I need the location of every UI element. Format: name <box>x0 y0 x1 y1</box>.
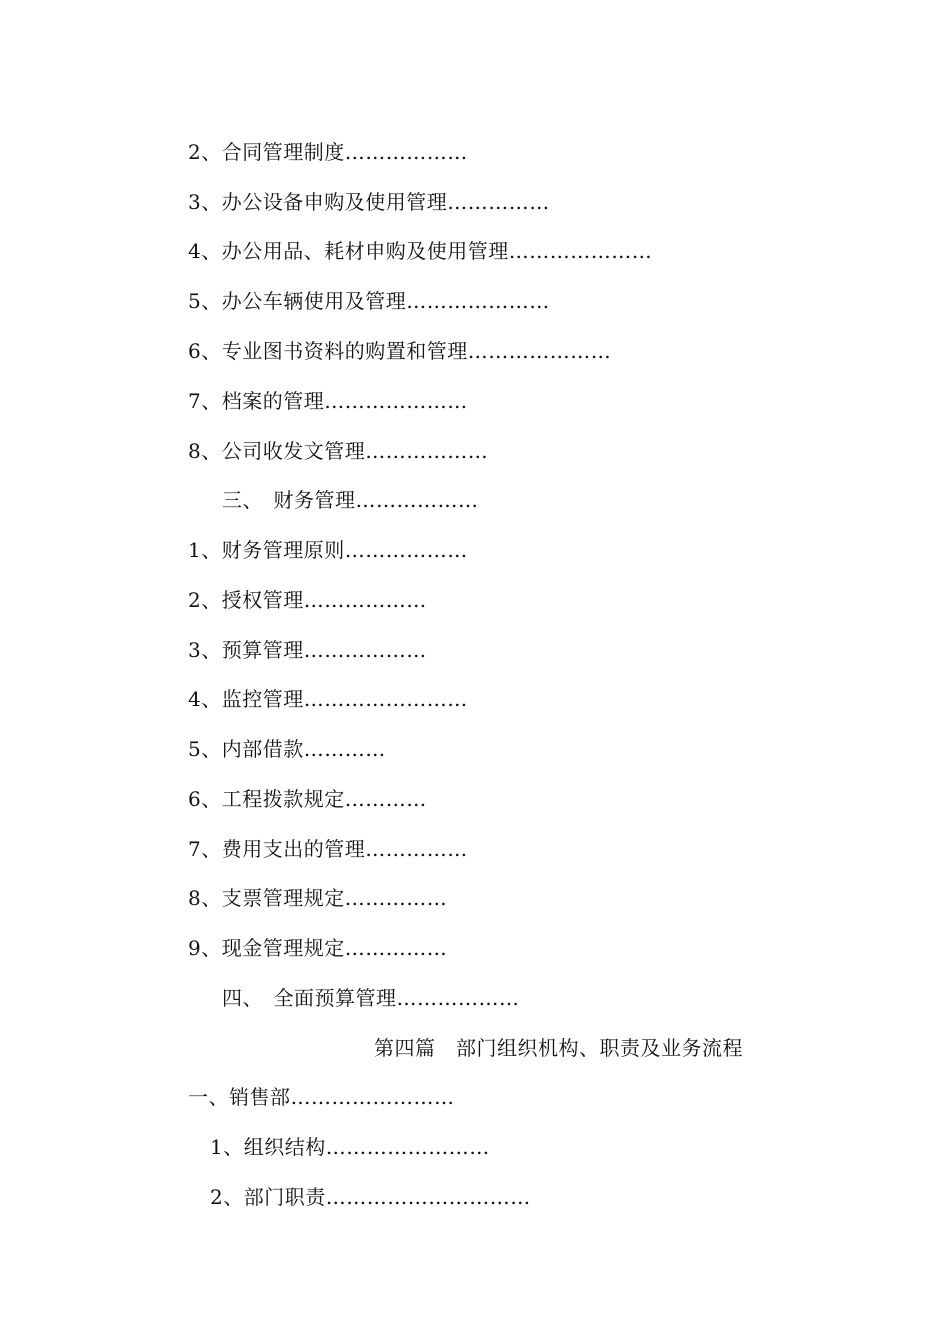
toc-entry-authorization: 2、授权管理……………… <box>188 588 427 612</box>
toc-entry-books-materials: 6、专业图书资料的购置和管理………………… <box>188 339 612 363</box>
toc-entry-internal-loans: 5、内部借款………… <box>188 737 386 761</box>
toc-section-budget: 四、 全面预算管理……………… <box>222 986 520 1010</box>
toc-entry-office-equipment: 3、办公设备申购及使用管理…………… <box>188 190 550 214</box>
toc-part-four-title: 第四篇 部门组织机构、职责及业务流程 <box>374 1036 743 1060</box>
toc-entry-office-supplies: 4、办公用品、耗材申购及使用管理………………… <box>188 239 653 263</box>
toc-entry-finance-principles: 1、财务管理原则……………… <box>188 538 468 562</box>
toc-entry-org-structure: 1、组织结构…………………… <box>210 1135 490 1159</box>
toc-entry-archives: 7、档案的管理………………… <box>188 389 468 413</box>
toc-entry-cash: 9、现金管理规定…………… <box>188 936 448 960</box>
toc-entry-budget: 3、预算管理……………… <box>188 638 427 662</box>
toc-entry-project-payments: 6、工程拨款规定………… <box>188 787 427 811</box>
toc-entry-document-dispatch: 8、公司收发文管理……………… <box>188 439 489 463</box>
toc-entry-expenses: 7、费用支出的管理…………… <box>188 837 468 861</box>
toc-entry-checks: 8、支票管理规定…………… <box>188 886 448 910</box>
toc-entry-contract-management: 2、合同管理制度……………… <box>188 140 468 164</box>
toc-entry-monitoring: 4、监控管理…………………… <box>188 687 468 711</box>
toc-entry-office-vehicles: 5、办公车辆使用及管理………………… <box>188 289 550 313</box>
toc-section-finance: 三、 财务管理……………… <box>222 488 479 512</box>
toc-entry-dept-duties: 2、部门职责………………………… <box>210 1185 531 1209</box>
toc-section-sales: 一、销售部…………………… <box>188 1085 455 1109</box>
